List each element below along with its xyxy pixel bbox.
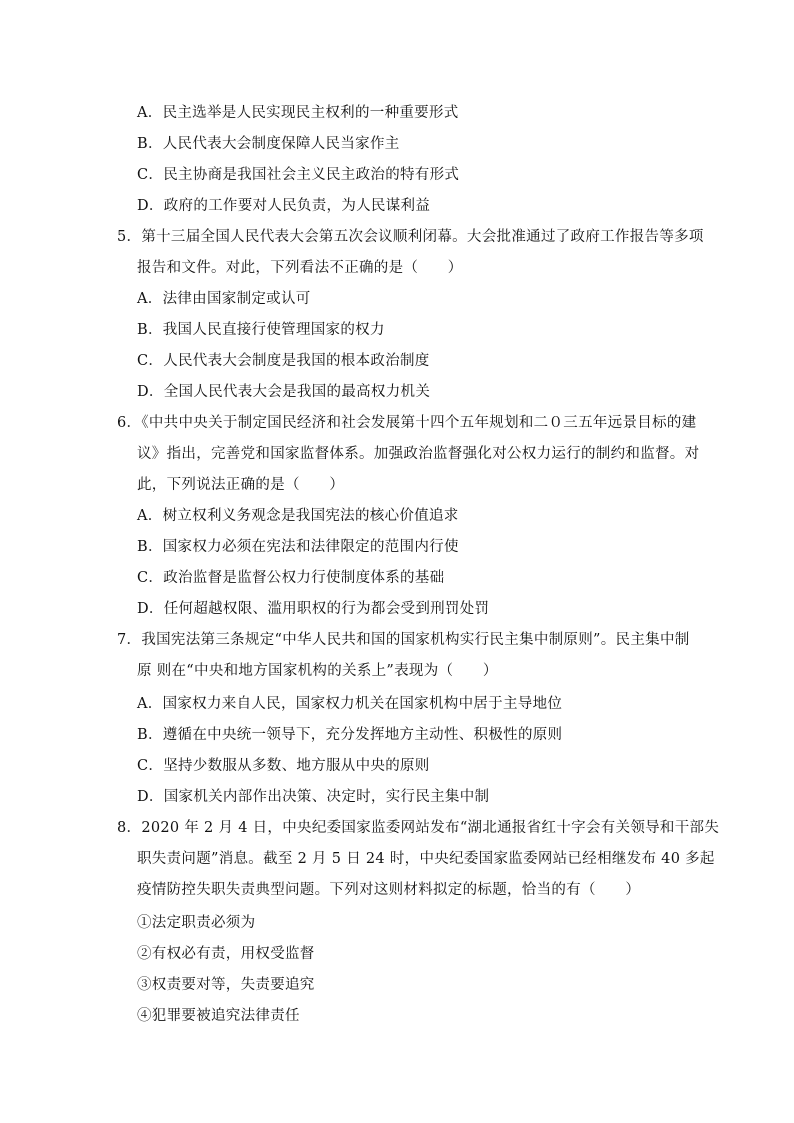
option-c-q5: C．人民代表大会制度是我国的根本政治制度 xyxy=(137,353,430,369)
option-d-q7: D．国家机关内部作出决策、决定时，实行民主集中制 xyxy=(137,789,490,805)
question-6-stem: 6．《中共中央关于制定国民经济和社会发展第十四个五年规划和二０三五年远景目标的建 xyxy=(117,415,697,431)
option-b-q4: B．人民代表大会制度保障人民当家作主 xyxy=(137,136,400,152)
question-5-stem-cont: 报告和文件。对此，下列看法不正确的是（ ） xyxy=(137,260,463,276)
option-a-q5: A．法律由国家制定或认可 xyxy=(137,291,311,307)
question-8-stem-cont-1: 职失责问题”消息。截至 2 月 5 日 24 时，中央纪委国家监委网站已经相继发布 40 多起 xyxy=(137,851,715,867)
question-7-stem: 7．我国宪法第三条规定“中华人民共和国的国家机构实行民主集中制原则”。民主集中制 xyxy=(117,632,690,648)
statement-3-q8: ③权责要对等，失责要追究 xyxy=(137,977,315,993)
question-5-stem: 5．第十三届全国人民代表大会第五次会议顺利闭幕。大会批准通过了政府工作报告等多项 xyxy=(117,229,704,245)
statement-2-q8: ②有权必有责，用权受监督 xyxy=(137,946,315,962)
question-6-stem-cont-1: 议》指出，完善党和国家监督体系。加强政治监督强化对公权力运行的制约和监督。对 xyxy=(137,446,700,462)
option-c-q4: C．民主协商是我国社会主义民主政治的特有形式 xyxy=(137,167,460,183)
question-6-stem-cont-2: 此，下列说法正确的是（ ） xyxy=(137,477,345,493)
option-d-q4: D．政府的工作要对人民负责，为人民谋利益 xyxy=(137,198,431,214)
question-8-stem-cont-2: 疫情防控失职失责典型问题。下列对这则材料拟定的标题，恰当的有（ ） xyxy=(137,882,641,898)
statement-4-q8: ④犯罪要被追究法律责任 xyxy=(137,1008,300,1024)
option-a-q7: A．国家权力来自人民，国家权力机关在国家机构中居于主导地位 xyxy=(137,696,563,712)
option-a-q6: A．树立权利义务观念是我国宪法的核心价值追求 xyxy=(137,508,459,524)
question-8-stem: 8．2020 年 2 月 4 日，中央纪委国家监委网站发布“湖北通报省红十字会有关领导和干部失 xyxy=(117,820,720,836)
option-b-q7: B．遵循在中央统一领导下，充分发挥地方主动性、积极性的原则 xyxy=(137,727,563,743)
option-d-q5: D．全国人民代表大会是我国的最高权力机关 xyxy=(137,384,431,400)
statement-1-q8: ①法定职责必须为 xyxy=(137,915,256,931)
option-b-q6: B．国家权力必须在宪法和法律限定的范围内行使 xyxy=(137,539,459,555)
option-a-q4: A．民主选举是人民实现民主权利的一种重要形式 xyxy=(137,105,459,121)
option-c-q7: C．坚持少数服从多数、地方服从中央的原则 xyxy=(137,758,430,774)
question-7-stem-cont: 原 则在“中央和地方国家机构的关系上”表现为（ ） xyxy=(137,663,498,679)
option-d-q6: D．任何超越权限、滥用职权的行为都会受到刑罚处罚 xyxy=(137,601,490,617)
option-b-q5: B．我国人民直接行使管理国家的权力 xyxy=(137,322,385,338)
option-c-q6: C．政治监督是监督公权力行使制度体系的基础 xyxy=(137,570,445,586)
